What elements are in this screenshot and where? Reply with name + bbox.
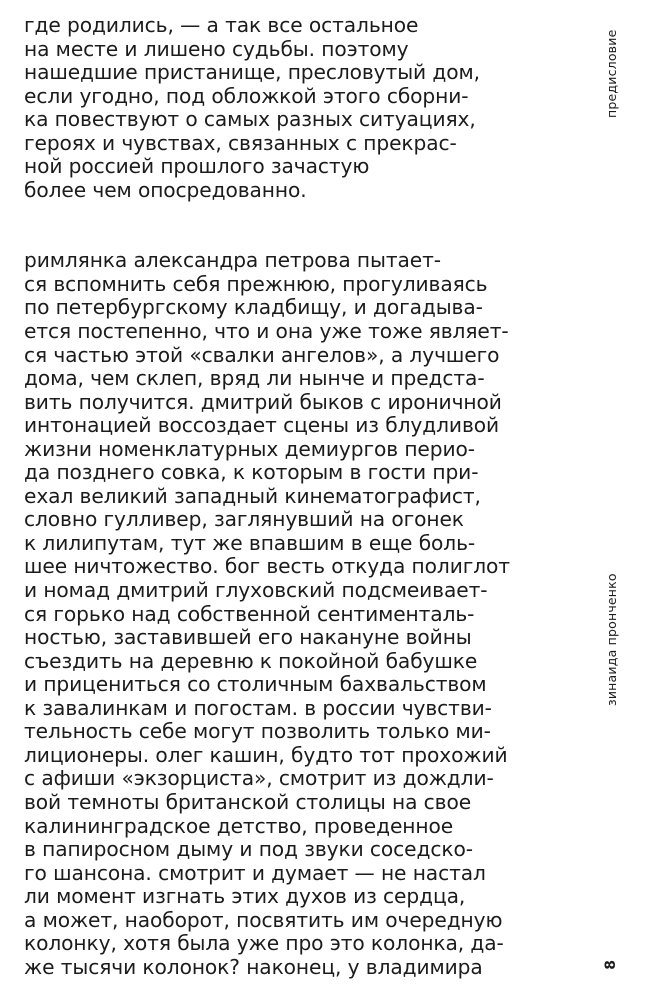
paragraph-1 <box>24 14 564 202</box>
body-text <box>24 14 564 979</box>
text-line: и прицениться со столичным бахвальством <box>24 672 487 697</box>
text-line: если угодно, под обложкой этого сборни- <box>24 83 469 108</box>
text-line: и номад дмитрий глуховский подсмеивает- <box>24 578 488 603</box>
text-line: а может, наоборот, посвятить им очередную <box>24 907 503 932</box>
text-line: калининградское детство, проведенное <box>24 813 454 838</box>
page-number: 8 <box>603 960 619 970</box>
paragraph-gap <box>24 202 564 249</box>
paragraph-2 <box>24 249 564 979</box>
text-line: же тысячи колонок? наконец, у владимира <box>24 954 483 979</box>
text-line: лиционеры. олег кашин, будто тот прохожий <box>24 742 508 767</box>
text-line: ся частью этой «свалки ангелов», а лучшего <box>24 342 500 367</box>
text-line: где родились, — а так все остальное <box>24 13 419 37</box>
text-line: ется постепенно, что и она уже тоже являет- <box>24 319 509 344</box>
text-line: с афиши «экзорциста», смотрит из дождли- <box>24 766 494 791</box>
text-line: вить получится. дмитрий быков с ироничной <box>24 389 502 414</box>
text-line: римлянка александра петрова пытает- <box>24 248 441 273</box>
text-line: словно гулливер, заглянувший на огонек <box>24 507 464 532</box>
running-head-author: зинаида пронченко <box>604 573 619 706</box>
text-line: тельность себе могут позволить только ми- <box>24 719 491 744</box>
text-line: по петербургскому кладбищу, и догадыва- <box>24 295 483 320</box>
text-line: дома, чем склеп, вряд ли нынче и предста- <box>24 366 485 391</box>
text-line: го шансона. смотрит и думает — не настал <box>24 860 486 885</box>
running-head-section: предисловие <box>604 29 619 118</box>
text-line: ли момент изгнать этих духов из сердца, <box>24 884 466 909</box>
text-line: ехал великий западный кинематографист, <box>24 483 481 508</box>
text-line: колонку, хотя была уже про это колонка, да- <box>24 931 504 956</box>
text-line: на месте и лишено судьбы. поэтому <box>24 36 409 61</box>
text-line: жизни номенклатурных демиургов перио- <box>24 436 475 461</box>
text-line: ка повествуют о самых разных ситуациях, <box>24 107 476 132</box>
text-line: героях и чувствах, связанных с прекрас- <box>24 130 457 155</box>
text-line: к лилипутам, тут же впавшим в еще боль- <box>24 530 476 555</box>
text-line: съездить на деревню к покойной бабушке <box>24 648 478 673</box>
text-line: ся горько над собственной сентименталь- <box>24 601 475 626</box>
text-line: интонацией воссоздает сцены из блудливой <box>24 413 500 438</box>
text-line: в папиросном дыму и под звуки соседско- <box>24 837 473 862</box>
text-line: ной россией прошлого зачастую <box>24 154 370 179</box>
text-line: ностью, заставившей его накануне войны <box>24 625 472 650</box>
text-line: к завалинкам и погостам. в россии чувстви- <box>24 695 492 720</box>
text-line: да позднего совка, к которым в гости при- <box>24 460 479 485</box>
text-line: шее ничтожество. бог весть откуда полиглот <box>24 554 510 579</box>
text-line: нашедшие пристанище, пресловутый дом, <box>24 60 480 85</box>
text-line: вой темноты британской столицы на свое <box>24 789 472 814</box>
text-line: более чем опосредованно. <box>24 177 307 202</box>
text-line: ся вспомнить себя прежнюю, прогуливаясь <box>24 271 488 296</box>
